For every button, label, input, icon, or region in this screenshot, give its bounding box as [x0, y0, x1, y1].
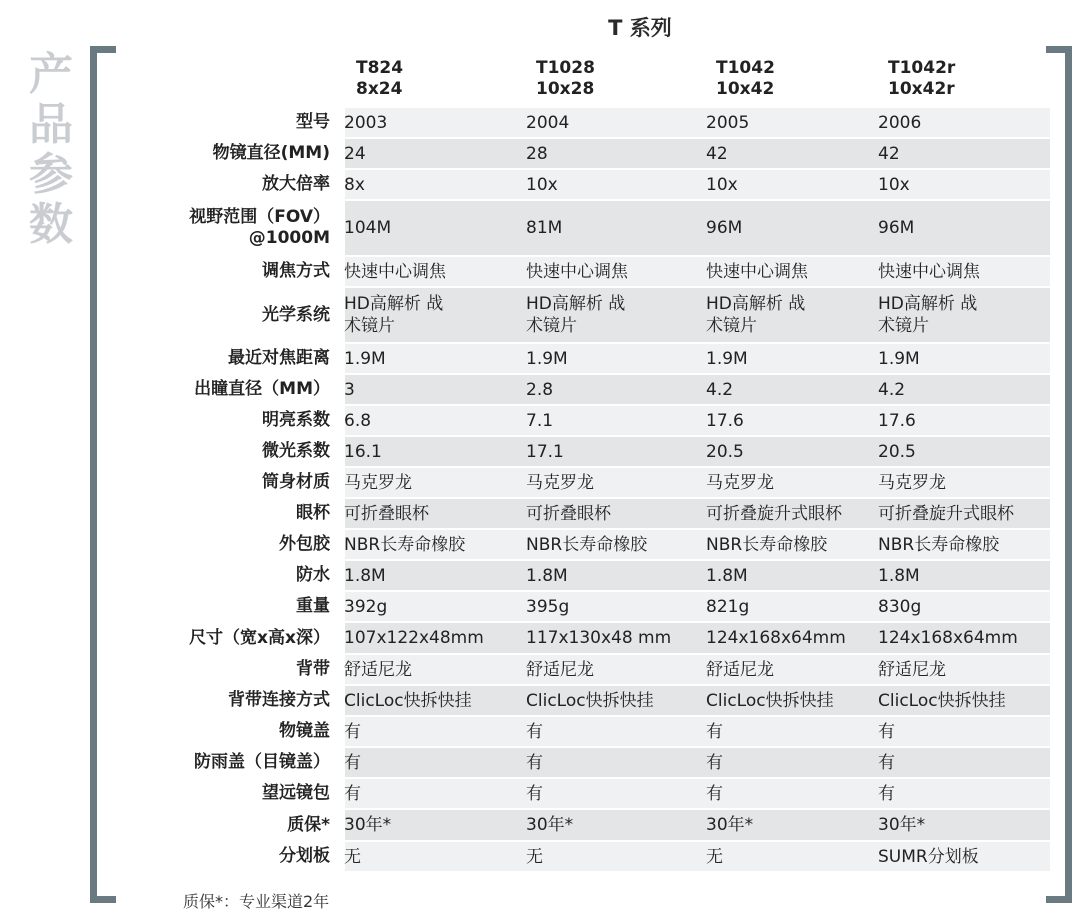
spec-label: 眼杯: [296, 503, 330, 523]
spec-value: 无: [344, 846, 361, 867]
spec-label: 物镜直径(MM): [212, 143, 330, 163]
spec-value: 17.1: [526, 441, 564, 462]
spec-value: 1.8M: [878, 565, 920, 586]
spec-row: [150, 436, 1050, 467]
model-headers: [0, 58, 1080, 102]
spec-value: NBR长寿命橡胶: [706, 534, 828, 555]
spec-label: 最近对焦距离: [228, 348, 330, 368]
spec-row: [150, 778, 1050, 809]
spec-value: 马克罗龙: [344, 472, 412, 493]
spec-table: [150, 107, 1050, 872]
spec-value: 可折叠旋升式眼杯: [706, 503, 842, 524]
model-spec: 10x42r: [888, 79, 955, 99]
spec-row: [150, 622, 1050, 654]
spec-value: HD高解析 战术镜片: [878, 294, 978, 336]
spec-label: 筒身材质: [262, 472, 330, 492]
spec-value: HD高解析 战术镜片: [526, 294, 626, 336]
spec-value: 17.6: [706, 410, 744, 431]
spec-value: 有: [706, 752, 723, 773]
spec-row: [150, 809, 1050, 841]
spec-row: [150, 498, 1050, 529]
spec-label: 重量: [296, 596, 330, 616]
side-title-char: 品: [29, 99, 73, 150]
spec-label: 微光系数: [262, 441, 330, 461]
spec-row: [150, 654, 1050, 685]
left-bracket: [90, 46, 116, 903]
spec-value: 3: [344, 379, 355, 400]
spec-value: 10x: [526, 174, 558, 195]
side-title-char: 参: [29, 149, 73, 200]
spec-row: [150, 716, 1050, 747]
spec-value: 104M: [344, 218, 392, 238]
spec-value: 16.1: [344, 441, 382, 462]
spec-value: 舒适尼龙: [344, 659, 412, 680]
spec-value: 1.8M: [706, 565, 748, 586]
model-code: T824: [356, 58, 404, 78]
spec-value: 快速中心调焦: [526, 261, 628, 282]
spec-row: [150, 591, 1050, 622]
spec-label: 防水: [296, 565, 330, 585]
side-title-char: 产: [29, 49, 73, 100]
spec-value: 马克罗龙: [526, 472, 594, 493]
spec-value: NBR长寿命橡胶: [526, 534, 648, 555]
spec-value: 快速中心调焦: [878, 261, 980, 282]
spec-value: 8x: [344, 174, 365, 195]
spec-row: [150, 287, 1050, 343]
spec-value: 30年*: [526, 815, 574, 835]
spec-value: 96M: [706, 218, 743, 238]
warranty-footnote: 质保*：专业渠道2年: [183, 892, 330, 911]
spec-value: 舒适尼龙: [526, 659, 594, 680]
spec-value: ClicLoc快拆快挂: [878, 690, 1006, 711]
spec-value: 舒适尼龙: [878, 659, 946, 680]
spec-value: ClicLoc快拆快挂: [526, 690, 654, 711]
series-title: T 系列: [608, 16, 672, 40]
spec-value: 1.9M: [526, 348, 568, 369]
model-spec: 10x28: [536, 79, 595, 99]
spec-label: 出瞳直径（MM）: [194, 379, 330, 399]
spec-value: 392g: [344, 596, 388, 617]
spec-label: 明亮系数: [262, 410, 330, 430]
spec-value: 6.8: [344, 410, 372, 431]
spec-row: [150, 529, 1050, 560]
model-spec: 8x24: [356, 79, 403, 99]
spec-value: 830g: [878, 596, 922, 617]
spec-value: 17.6: [878, 410, 916, 431]
model-header-t1042r: [888, 58, 955, 100]
spec-row: [150, 467, 1050, 498]
spec-value: HD高解析 战术镜片: [344, 294, 444, 336]
spec-label: 背带: [296, 659, 330, 679]
model-header-t824: [356, 58, 403, 100]
spec-label: 质保*: [287, 814, 330, 835]
spec-value: 有: [878, 752, 895, 773]
spec-value: NBR长寿命橡胶: [878, 534, 1000, 555]
spec-value: 2006: [878, 112, 922, 133]
spec-label: 型号: [296, 112, 330, 132]
spec-value: 30年*: [344, 815, 392, 835]
spec-value: 可折叠眼杯: [526, 503, 611, 524]
spec-value: 马克罗龙: [706, 472, 774, 493]
spec-value: 可折叠旋升式眼杯: [878, 503, 1014, 524]
spec-value: 124x168x64mm: [706, 628, 846, 648]
spec-value: 1.9M: [706, 348, 748, 369]
spec-value: 20.5: [706, 441, 744, 462]
model-header-t1028: [536, 58, 595, 100]
spec-value: 有: [526, 752, 543, 773]
spec-value: 有: [526, 783, 543, 804]
spec-value: 2.8: [526, 379, 554, 400]
spec-value: 1.9M: [344, 348, 386, 369]
spec-value: 124x168x64mm: [878, 628, 1018, 648]
spec-label: 分划板: [279, 846, 330, 866]
spec-row: [150, 169, 1050, 200]
spec-row: [150, 405, 1050, 436]
side-title-char: 数: [29, 199, 73, 250]
spec-label: 望远镜包: [262, 783, 330, 803]
model-header-t1042: [716, 58, 775, 100]
spec-value: 快速中心调焦: [344, 261, 446, 282]
spec-row: [150, 200, 1050, 256]
spec-row: [150, 560, 1050, 591]
spec-value: 96M: [878, 218, 915, 238]
spec-value: 7.1: [526, 410, 554, 431]
model-code: T1028: [536, 58, 595, 78]
spec-value: 2004: [526, 112, 570, 133]
spec-row: [150, 343, 1050, 374]
spec-value: 81M: [526, 218, 563, 238]
spec-value: 28: [526, 143, 548, 164]
spec-value: 117x130x48 mm: [526, 628, 672, 648]
spec-value: 马克罗龙: [878, 472, 946, 493]
spec-label: 尺寸（宽x高x深）: [189, 627, 330, 648]
spec-value: 有: [344, 783, 361, 804]
spec-value: ClicLoc快拆快挂: [344, 690, 472, 711]
spec-value: 有: [344, 752, 361, 773]
spec-row: [150, 374, 1050, 405]
model-code: T1042r: [888, 58, 956, 78]
spec-value: 1.8M: [526, 565, 568, 586]
spec-label: 调焦方式: [262, 261, 330, 281]
spec-label: 光学系统: [262, 304, 330, 325]
spec-value: 107x122x48mm: [344, 628, 484, 648]
spec-value: 有: [526, 721, 543, 742]
spec-label: 外包胶: [279, 534, 330, 554]
spec-value: HD高解析 战术镜片: [706, 294, 806, 336]
spec-row: [150, 685, 1050, 716]
spec-value: SUMR分划板: [878, 846, 979, 867]
spec-value: 20.5: [878, 441, 916, 462]
spec-value: 4.2: [706, 379, 734, 400]
spec-value: 10x: [878, 174, 910, 195]
spec-value: 395g: [526, 596, 570, 617]
spec-value: 1.9M: [878, 348, 920, 369]
spec-value: 无: [706, 846, 723, 867]
spec-value: ClicLoc快拆快挂: [706, 690, 834, 711]
model-code: T1042: [716, 58, 775, 78]
spec-label: 物镜盖: [279, 721, 330, 741]
spec-value: 有: [706, 783, 723, 804]
spec-value: 42: [706, 143, 728, 164]
spec-value: 有: [344, 721, 361, 742]
spec-value: 有: [878, 783, 895, 804]
spec-value: NBR长寿命橡胶: [344, 534, 466, 555]
spec-value: 舒适尼龙: [706, 659, 774, 680]
spec-row: [150, 841, 1050, 872]
spec-value: 2003: [344, 112, 388, 133]
spec-value: 24: [344, 143, 366, 164]
model-spec: 10x42: [716, 79, 775, 99]
spec-value: 有: [706, 721, 723, 742]
spec-row: [150, 256, 1050, 287]
spec-label: 放大倍率: [262, 174, 330, 194]
spec-value: 2005: [706, 112, 750, 133]
spec-value: 30年*: [706, 815, 754, 835]
spec-value: 10x: [706, 174, 738, 195]
spec-label: 防雨盖（目镜盖）: [194, 752, 330, 772]
spec-value: 42: [878, 143, 900, 164]
spec-value: 1.8M: [344, 565, 386, 586]
spec-value: 有: [878, 721, 895, 742]
spec-label: 背带连接方式: [228, 690, 330, 710]
spec-row: [150, 107, 1050, 138]
spec-value: 821g: [706, 596, 750, 617]
spec-value: 无: [526, 846, 543, 867]
spec-value: 快速中心调焦: [706, 261, 808, 282]
spec-value: 4.2: [878, 379, 906, 400]
spec-row: [150, 138, 1050, 169]
spec-label: 视野范围（FOV）@1000M: [189, 207, 330, 248]
spec-value: 可折叠眼杯: [344, 503, 429, 524]
spec-value: 30年*: [878, 815, 926, 835]
spec-row: [150, 747, 1050, 778]
